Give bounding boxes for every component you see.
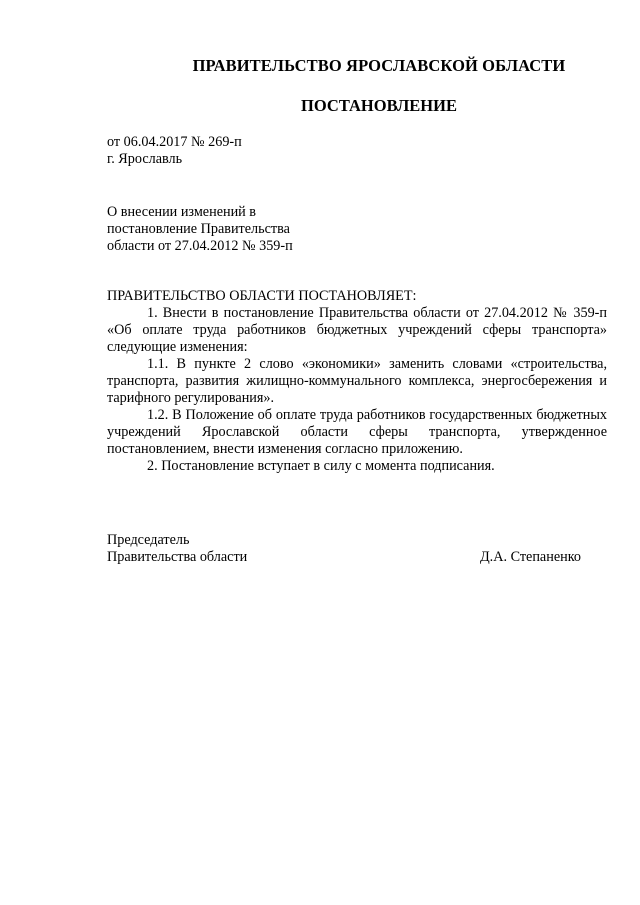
signatory-position-line: Председатель <box>107 532 190 548</box>
subject-line: области от 27.04.2012 № 359-п <box>107 238 293 254</box>
document-city: г. Ярославль <box>107 151 183 167</box>
body-paragraph: 1. Внести в постановление Правительства области от 27.04.2012 № 359-п «Об оплате труда работников бюджетных учреждений сферы транспорта» следующие изменения: <box>107 305 607 355</box>
subject-line: постановление Правительства <box>107 221 290 237</box>
document-type-heading: ПОСТАНОВЛЕНИЕ <box>301 96 457 115</box>
document-subject <box>107 204 293 255</box>
decree-line: ПРАВИТЕЛЬСТВО ОБЛАСТИ ПОСТАНОВЛЯЕТ: <box>107 288 417 304</box>
document-body <box>107 288 607 475</box>
document-date-number: от 06.04.2017 № 269-п <box>107 134 242 150</box>
subject-line: О внесении изменений в <box>107 204 257 220</box>
body-paragraph: 1.1. В пункте 2 слово «экономики» заменить словами «строительства, транспорта, развития жилищно-коммунального комплекса, энергосбережения и тарифного регулирования». <box>107 356 607 406</box>
government-title: ПРАВИТЕЛЬСТВО ЯРОСЛАВСКОЙ ОБЛАСТИ <box>192 56 566 75</box>
signatory-position-line: Правительства области <box>107 549 248 565</box>
signatory-name: Д.А. Степаненко <box>480 549 581 565</box>
body-paragraph: 1.2. В Положение об оплате труда работников государственных бюджетных учреждений Ярославской области сферы транспорта, утвержденное постановлением, внести изменения согласно приложению. <box>107 407 607 457</box>
signatory-position <box>107 532 247 566</box>
body-paragraph: 2. Постановление вступает в силу с момента подписания. <box>147 458 495 474</box>
